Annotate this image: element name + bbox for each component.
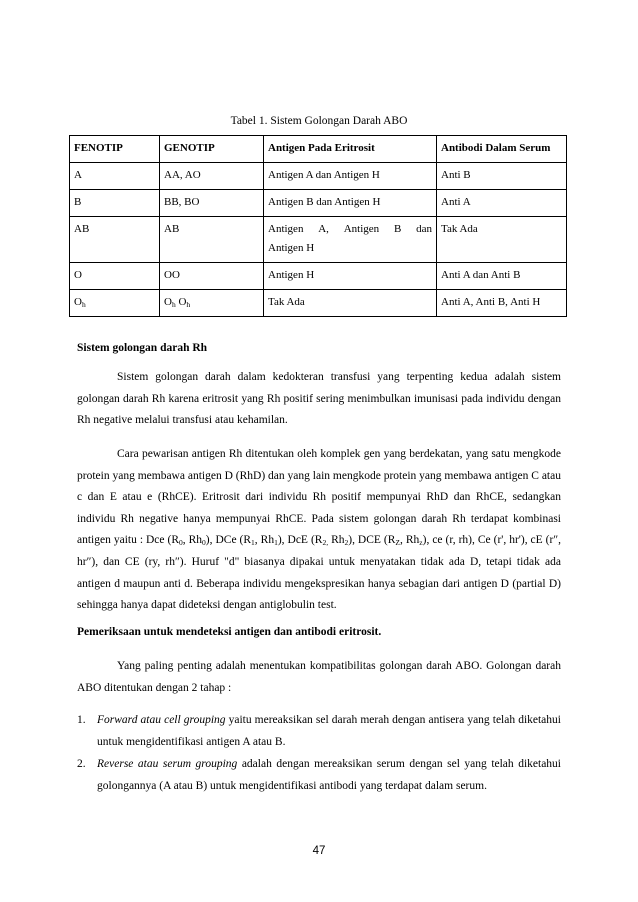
table-cell: Anti A, Anti B, Anti H bbox=[437, 290, 567, 317]
list-text: yaitu mereaksikan sel darah merah dengan antisera yang telah diketahui untuk mengidentifikasi antigen A atau B. bbox=[97, 714, 561, 748]
list-text: adalah dengan mereaksikan serum dengan sel yang telah diketahui golongannya (A atau B) untuk mengidentifikasi antibodi yang terdapat dalam serum. bbox=[97, 758, 561, 792]
word: A, bbox=[318, 223, 329, 235]
table-row bbox=[70, 290, 567, 317]
ab-antigen-line2: Antigen H bbox=[268, 242, 315, 254]
table-cell: AA, AO bbox=[160, 163, 264, 190]
text-segment: , Rh bbox=[400, 534, 420, 547]
table-caption: Tabel 1. Sistem Golongan Darah ABO bbox=[230, 115, 408, 127]
list-number: 2. bbox=[77, 758, 86, 770]
word: Antigen bbox=[268, 223, 304, 235]
list-term: Forward atau cell grouping bbox=[97, 714, 226, 726]
list-number: 1. bbox=[77, 714, 86, 726]
table-cell: BB, BO bbox=[160, 190, 264, 217]
subscript-text: 0 bbox=[202, 538, 206, 548]
table-header-row bbox=[70, 136, 567, 163]
subscript-text: 1 bbox=[251, 538, 255, 548]
text-segment: , Rh bbox=[182, 534, 203, 547]
table-cell: AB bbox=[70, 217, 160, 263]
section-heading-test: Pemeriksaan untuk mendeteksi antigen dan antibodi eritrosit. bbox=[77, 626, 382, 638]
table-cell: Anti B bbox=[437, 163, 567, 190]
subscript-text: 1 bbox=[274, 538, 278, 548]
list-item bbox=[77, 710, 561, 753]
text-segment: ), DcE (R bbox=[277, 534, 323, 547]
table-row bbox=[70, 163, 567, 190]
table-cell: Antigen A dan Antigen H bbox=[264, 163, 437, 190]
word: B bbox=[393, 223, 402, 235]
table-row bbox=[70, 263, 567, 290]
header-antibodi: Antibodi Dalam Serum bbox=[437, 136, 567, 163]
ab-antigen-line1 bbox=[268, 220, 432, 239]
page-number: 47 bbox=[312, 845, 326, 857]
table-cell: Anti A bbox=[437, 190, 567, 217]
section-heading-rh: Sistem golongan darah Rh bbox=[77, 342, 208, 354]
text-segment: , Rh bbox=[254, 534, 275, 547]
table-cell: Antigen H bbox=[264, 263, 437, 290]
table-cell: B bbox=[70, 190, 160, 217]
abo-blood-group-table bbox=[69, 135, 567, 317]
table-cell: AB bbox=[160, 217, 264, 263]
word: dan bbox=[416, 223, 432, 235]
subscript-text: Z bbox=[395, 538, 401, 548]
word: Antigen bbox=[343, 223, 380, 235]
table-cell-oh: $O_h$ bbox=[70, 290, 160, 317]
table-row bbox=[70, 190, 567, 217]
text-segment: ), ce (r, rh), Ce (r', hr'), cE (r″, hr″), dan CE (ry, rh″). Huruf "d" biasanya dipakai untuk menyatakan tidak ada D, tetapi tidak ada antigen d maupun anti d. Beberapa individu mengekspresikan hanya sebagian dari antigen D (partial D) sehingga hanya dapat dideteksi dengan antiglobulin test. bbox=[77, 534, 561, 612]
text-segment: Rh bbox=[328, 534, 345, 547]
table-cell: OO bbox=[160, 263, 264, 290]
table-cell-ab-antigen bbox=[264, 217, 437, 263]
text-segment: ), DCE (R bbox=[348, 534, 396, 547]
text-segment: ), DCe (R bbox=[205, 534, 252, 547]
subscript-text: 0 bbox=[179, 538, 183, 548]
table-cell-oh-oh: $O_h$ $O_h$ bbox=[160, 290, 264, 317]
subscript-text: z bbox=[419, 538, 423, 548]
paragraph-test-intro: Yang paling penting adalah menentukan kompatibilitas golongan darah ABO. Golongan darah ABO ditentukan dengan 2 tahap : bbox=[77, 660, 561, 694]
table-cell: Tak Ada bbox=[437, 217, 567, 263]
table-cell: A bbox=[70, 163, 160, 190]
subscript-text: 2 bbox=[344, 538, 349, 548]
list-term: Reverse atau serum grouping bbox=[97, 758, 238, 770]
table-row bbox=[70, 217, 567, 263]
table-cell: Antigen B dan Antigen H bbox=[264, 190, 437, 217]
table-cell: Anti A dan Anti B bbox=[437, 263, 567, 290]
header-fenotip: FENOTIP bbox=[70, 136, 160, 163]
paragraph-rh-inheritance: Cara pewarisan antigen Rh ditentukan oleh komplek gen yang berdekatan, yang satu mengkode protein yang membawa antigen D (RhD) dan yang lain mengkode protein yang membawa antigen C atau c dan E atau e (RhCE). Eritrosit dari individu Rh positif mempunyai RhD dan RhCE, sedangkan individu Rh negative hanya mempunyai RhCE. Pada sistem golongan darah Rh terdapat kombinasi antigen yaitu : Dce ($R_0$, $Rh_0$), DCe ($R_1$, $Rh_1$), DcE ($R_{2,}$ $Rh_2$), DCE ($R_Z$, $Rh_z$), ce (r, rh), Ce (r', hr'), cE (r″, hr″), dan CE (ry, rh″). Huruf "d" biasanya dipakai untuk menyatakan tidak ada D, tetapi tidak ada antigen d maupun anti d. Beberapa individu mengekspresikan hanya sebagian dari antigen D (partial D) sehingga hanya dapat dideteksi dengan antiglobulin test. bbox=[77, 448, 561, 612]
table-cell: Tak Ada bbox=[264, 290, 437, 317]
header-antigen: Antigen Pada Eritrosit bbox=[264, 136, 437, 163]
paragraph-rh-intro: Sistem golongan darah dalam kedokteran transfusi yang terpenting kedua adalah sistem golongan darah Rh karena eritrosit yang Rh positif sering menimbulkan imunisasi pada individu dengan Rh negative melalui transfusi atau kehamilan. bbox=[77, 371, 561, 427]
table-cell: O bbox=[70, 263, 160, 290]
header-genotip: GENOTIP bbox=[160, 136, 264, 163]
list-item bbox=[77, 754, 561, 797]
subscript-text: 2, bbox=[322, 538, 329, 548]
